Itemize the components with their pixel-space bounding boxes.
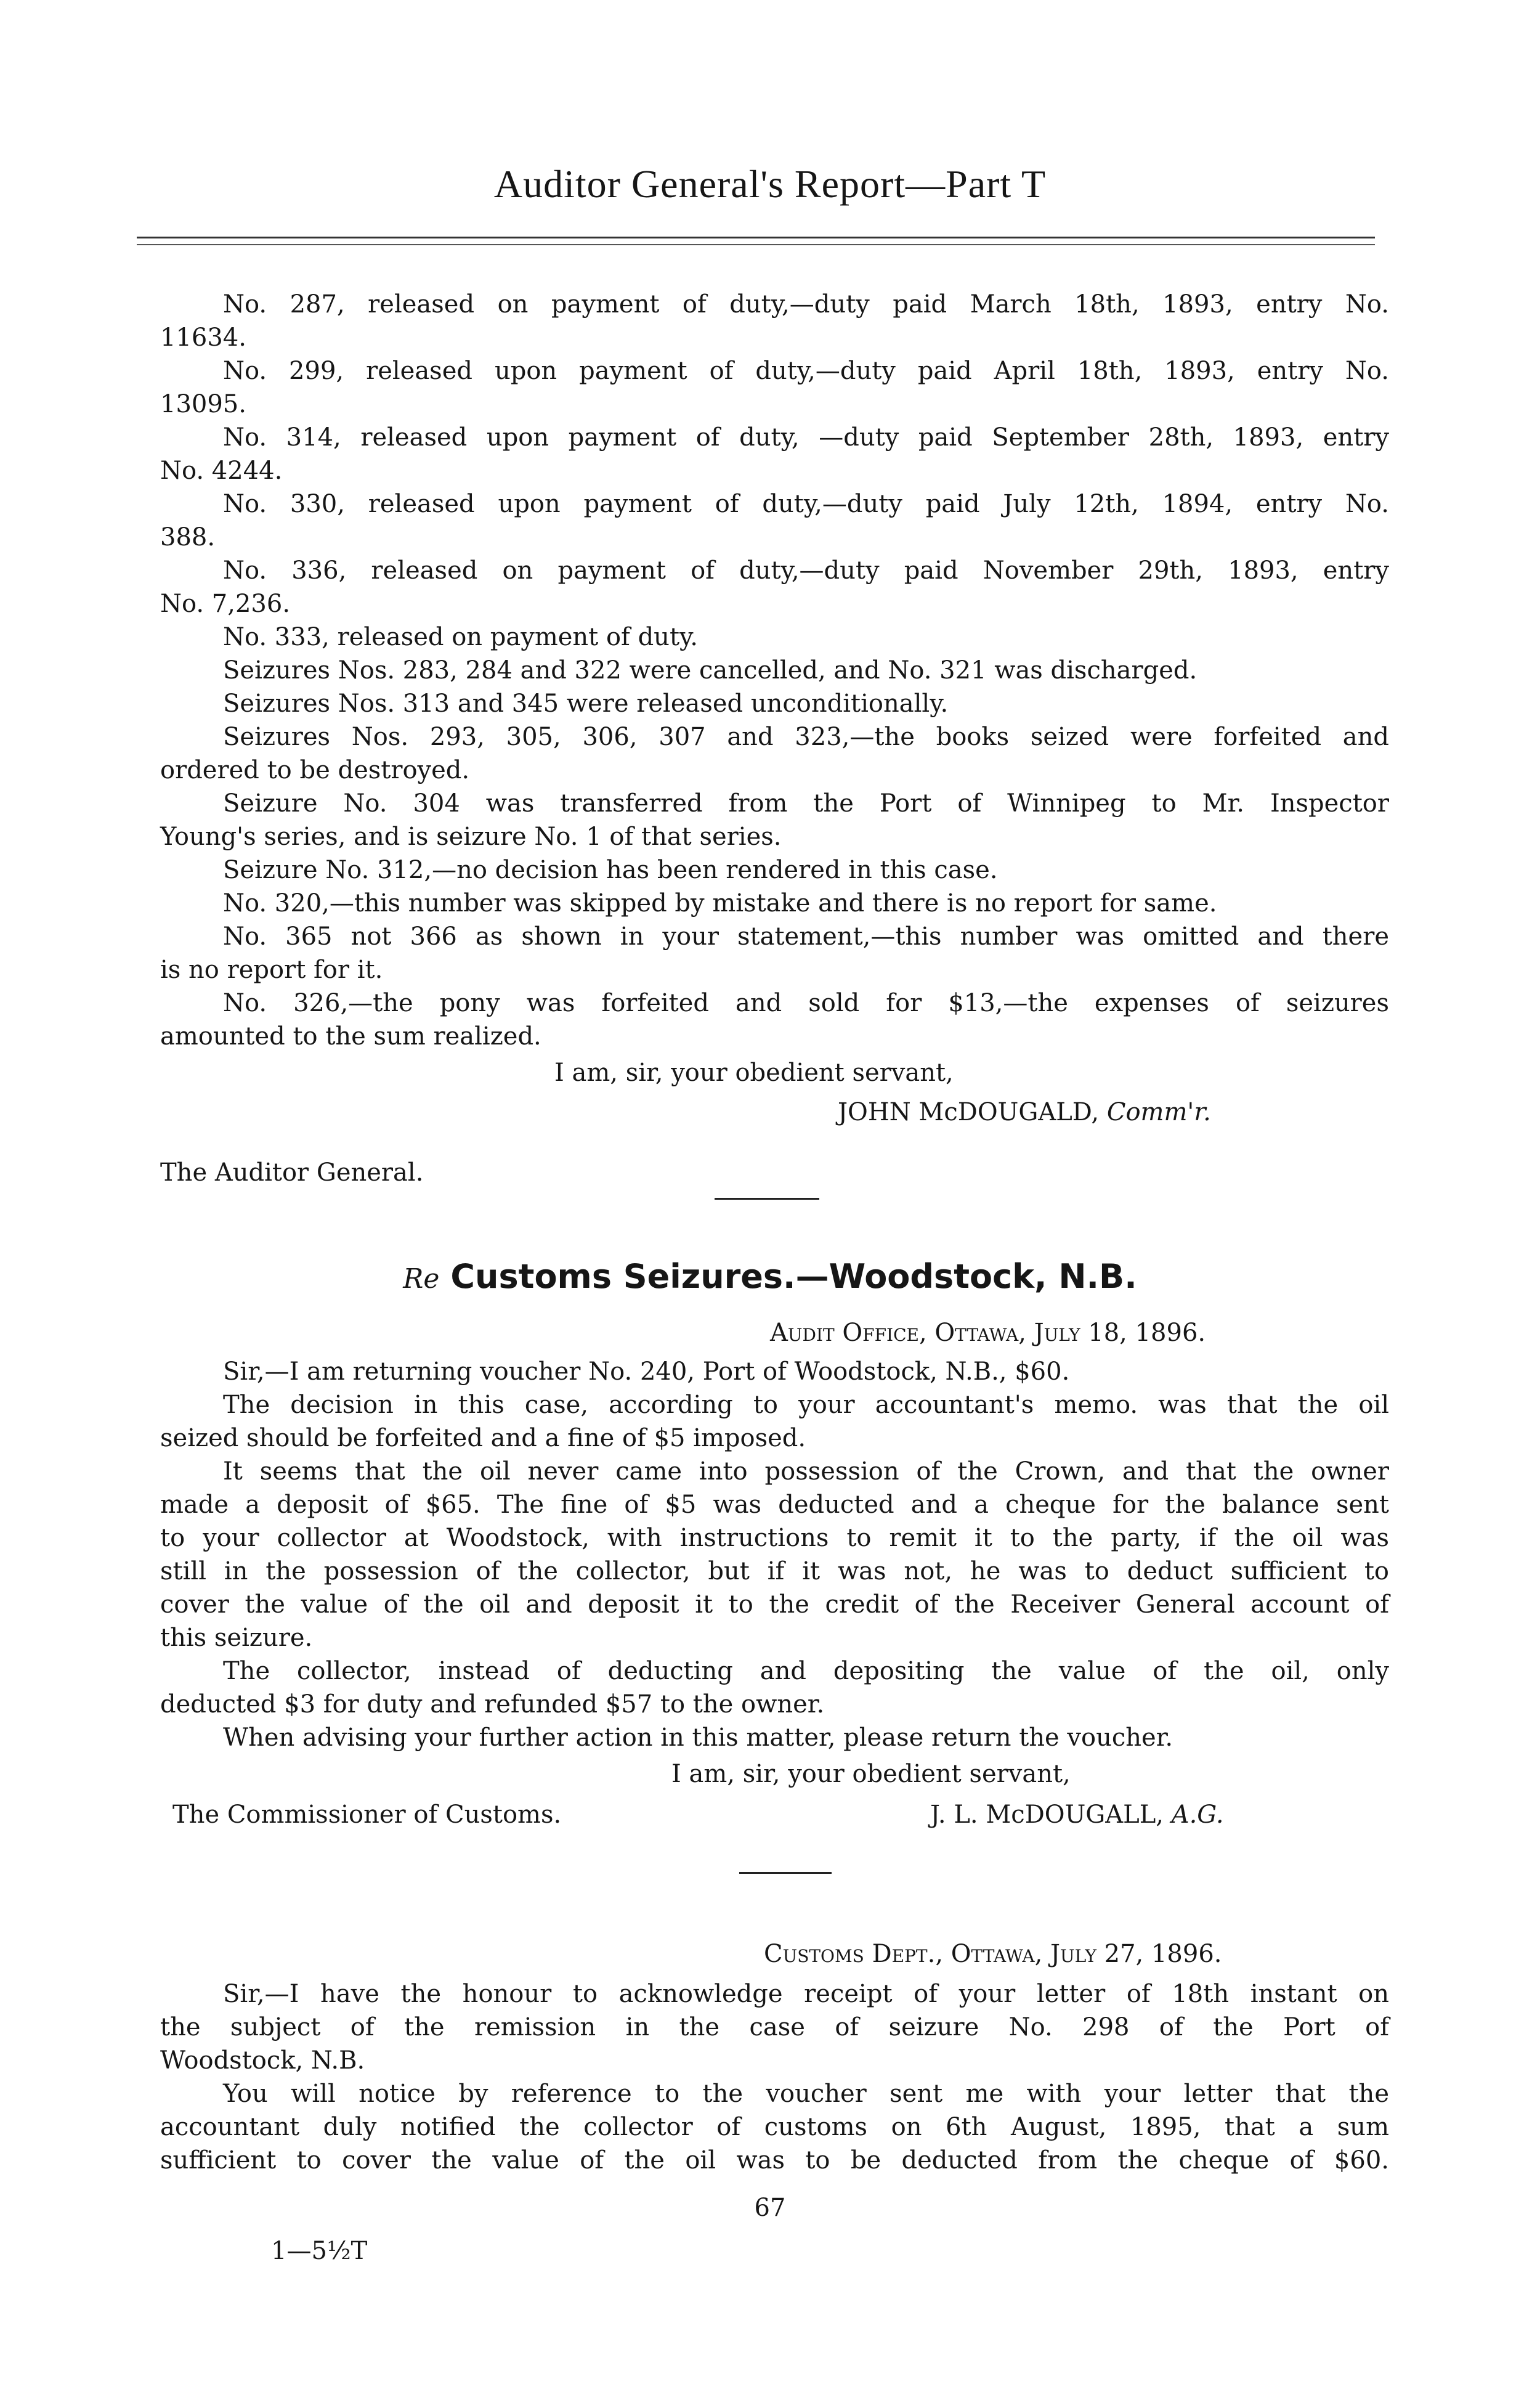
section-divider: [715, 1198, 819, 1200]
letter2-line-4: It seems that the oil never came into possession of the Crown, and that the owner: [223, 1457, 1389, 1486]
letter1-line-18: Seizure No. 312,—no decision has been rendered in this case.: [223, 856, 998, 884]
letter3-line-6: sufficient to cover the value of the oil was to be deducted from the cheque of $60.: [160, 2146, 1389, 2175]
letter1-signature-title: Comm'r.: [1106, 1098, 1211, 1126]
letter1-line-5: No. 314, released upon payment of duty, —duty paid September 28th, 1893, entry: [223, 423, 1389, 452]
letter2-dateline: Audit Office, Ottawa, July 18, 1896.: [770, 1319, 1206, 1347]
letter2-line-2: The decision in this case, according to your accountant's memo. was that the oil: [223, 1391, 1389, 1419]
letter1-line-19: No. 320,—this number was skipped by mistake and there is no report for same.: [223, 889, 1217, 918]
letter1-line-20: No. 365 not 366 as shown in your statement,—this number was omitted and there: [223, 922, 1389, 951]
page-header-title: Auditor General's Report—Part T: [493, 162, 1047, 206]
letter1-signature-name: JOHN McDOUGALD,: [838, 1098, 1107, 1126]
letter1-line-6: No. 4244.: [160, 457, 283, 485]
letter2-line-9: this seizure.: [160, 1624, 313, 1652]
letter3-line-3: Woodstock, N.B.: [160, 2046, 365, 2075]
letter2-line-3: seized should be forfeited and a fine of $5 imposed.: [160, 1424, 806, 1452]
letter2-line-11: deducted $3 for duty and refunded $57 to the owner.: [160, 1690, 825, 1719]
letter1-line-4: 13095.: [160, 390, 246, 418]
letter1-line-23: amounted to the sum realized.: [160, 1022, 541, 1051]
letter1-line-11: No. 333, released on payment of duty.: [223, 623, 699, 651]
letter1-line-8: 388.: [160, 523, 216, 551]
letter1-line-12: Seizures Nos. 283, 284 and 322 were cancelled, and No. 321 was discharged.: [223, 656, 1198, 685]
letter1-signature: [838, 1098, 1211, 1126]
section-heading-title: Customs Seizures.—Woodstock, N.B.: [450, 1257, 1137, 1296]
letter1-line-13: Seizures Nos. 313 and 345 were released unconditionally.: [223, 690, 949, 718]
letter1-line-15: ordered to be destroyed.: [160, 756, 470, 784]
letter3-line-1: Sir,—I have the honour to acknowledge receipt of your letter of 18th instant on: [223, 1980, 1389, 2008]
letter2-addressee: The Commissioner of Customs.: [172, 1801, 562, 1829]
letter2-line-5: made a deposit of $65. The fine of $5 was deducted and a cheque for the balance sent: [160, 1491, 1389, 1519]
page-number: 67: [754, 2194, 786, 2222]
letter3-line-4: You will notice by reference to the voucher sent me with your letter that the: [223, 2080, 1389, 2108]
letter2-line-12: When advising your further action in this matter, please return the voucher.: [223, 1723, 1173, 1752]
letter3-line-2: the subject of the remission in the case of seizure No. 298 of the Port of: [160, 2013, 1389, 2041]
signature-mark: 1—5½T: [271, 2237, 368, 2265]
letter2-signature-title: A.G.: [1171, 1801, 1224, 1829]
letter2-line-1: Sir,—I am returning voucher No. 240, Port of Woodstock, N.B., $60.: [223, 1357, 1070, 1386]
section-heading-re: Re: [403, 1263, 440, 1295]
letter1-line-10: No. 7,236.: [160, 590, 291, 618]
letter1-line-9: No. 336, released on payment of duty,—duty paid November 29th, 1893, entry: [223, 556, 1389, 585]
letter2-closing: I am, sir, your obedient servant,: [671, 1760, 1071, 1788]
letter1-addressee: The Auditor General.: [160, 1158, 424, 1187]
letter1-line-1: No. 287, released on payment of duty,—duty paid March 18th, 1893, entry No.: [223, 290, 1389, 319]
letter2-line-7: still in the possession of the collector, but if it was not, he was to deduct sufficient to: [160, 1557, 1389, 1585]
letter1-line-22: No. 326,—the pony was forfeited and sold for $13,—the expenses of seizures: [223, 989, 1389, 1017]
letter2-signature-name: J. L. McDOUGALL,: [930, 1801, 1172, 1829]
letter2-line-8: cover the value of the oil and deposit it to the credit of the Receiver General account of: [160, 1590, 1389, 1619]
section-heading: [0, 1257, 1540, 1296]
letter1-line-14: Seizures Nos. 293, 305, 306, 307 and 323,—the books seized were forfeited and: [223, 723, 1389, 751]
letter1-line-17: Young's series, and is seizure No. 1 of that series.: [160, 823, 782, 851]
letter2-line-10: The collector, instead of deducting and depositing the value of the oil, only: [223, 1657, 1389, 1685]
letter1-line-3: No. 299, released upon payment of duty,—duty paid April 18th, 1893, entry No.: [223, 357, 1389, 385]
letter2-signature: [930, 1801, 1224, 1829]
letter1-line-2: 11634.: [160, 324, 246, 352]
letter2-line-6: to your collector at Woodstock, with instructions to remit it to the party, if the oil was: [160, 1524, 1389, 1552]
header-rule-secondary: [137, 244, 1375, 245]
letter-divider: [739, 1872, 832, 1874]
letter3-line-5: accountant duly notified the collector of customs on 6th August, 1895, that a sum: [160, 2113, 1389, 2141]
letter1-closing: I am, sir, your obedient servant,: [554, 1059, 954, 1087]
letter1-line-16: Seizure No. 304 was transferred from the Port of Winnipeg to Mr. Inspector: [223, 789, 1389, 818]
letter1-line-7: No. 330, released upon payment of duty,—duty paid July 12th, 1894, entry No.: [223, 490, 1389, 518]
header-rule: [137, 237, 1375, 238]
letter1-line-21: is no report for it.: [160, 956, 383, 984]
letter3-dateline: Customs Dept., Ottawa, July 27, 1896.: [764, 1940, 1222, 1968]
